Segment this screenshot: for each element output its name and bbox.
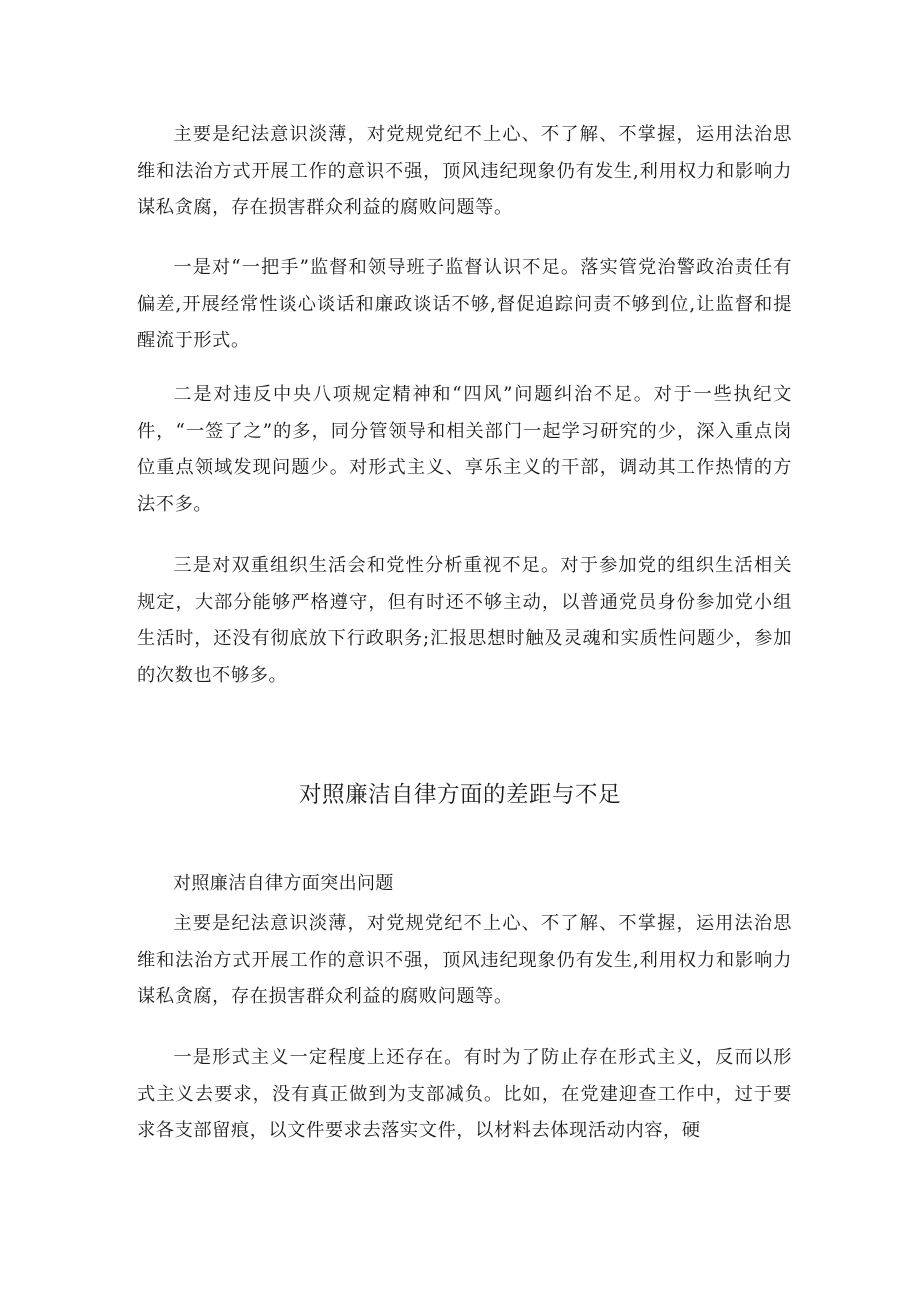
paragraph-eight-rules: 二是对违反中央八项规定精神和“四风”问题纠治不足。对于一些执纪文件，“一签了之”的多，同分管领导和相关部门一起学习研究的少，深入重点岗位重点领域发现问题少。对形式主义、享乐主义的干部，调动其工作热情的方法不多。 — [137, 384, 792, 515]
section-heading: 对照廉洁自律方面的差距与不足 — [298, 782, 621, 808]
paragraph-leader-supervision: 一是对“一把手”监督和领导班子监督认识不足。落实管党治警政治责任有偏差,开展经常性谈心谈话和廉政谈话不够,督促追踪问责不够到位,让监督和提醒流于形式。 — [137, 257, 792, 352]
paragraph-formalism: 一是形式主义一定程度上还存在。有时为了防止存在形式主义，反而以形式主义去要求，没有真正做到为支部减负。比如，在党建迎查工作中，过于要求各支部留痕，以文件要求去落实文件，以材料去体现活动内容，硬 — [137, 1047, 792, 1142]
paragraph-discipline-awareness: 主要是纪法意识淡薄，对党规党纪不上心、不了解、不掌握，运用法治思维和法治方式开展工作的意识不强，顶风违纪现象仍有发生,利用权力和影响力谋私贪腐，存在损害群众利益的腐败问题等。 — [137, 124, 792, 219]
paragraph-organizational-life: 三是对双重组织生活会和党性分析重视不足。对于参加党的组织生活相关规定，大部分能够严格遵守，但有时还不够主动，以普通党员身份参加党小组生活时，还没有彻底放下行政职务;汇报思想时触及灵魂和实质性问题少，参加的次数也不够多。 — [137, 555, 792, 686]
section-subheading: 对照廉洁自律方面突出问题 — [173, 873, 394, 894]
paragraph-discipline-awareness-2: 主要是纪法意识淡薄，对党规党纪不上心、不了解、不掌握，运用法治思维和法治方式开展工作的意识不强，顶风违纪现象仍有发生,利用权力和影响力谋私贪腐，存在损害群众利益的腐败问题等。 — [137, 913, 792, 1008]
